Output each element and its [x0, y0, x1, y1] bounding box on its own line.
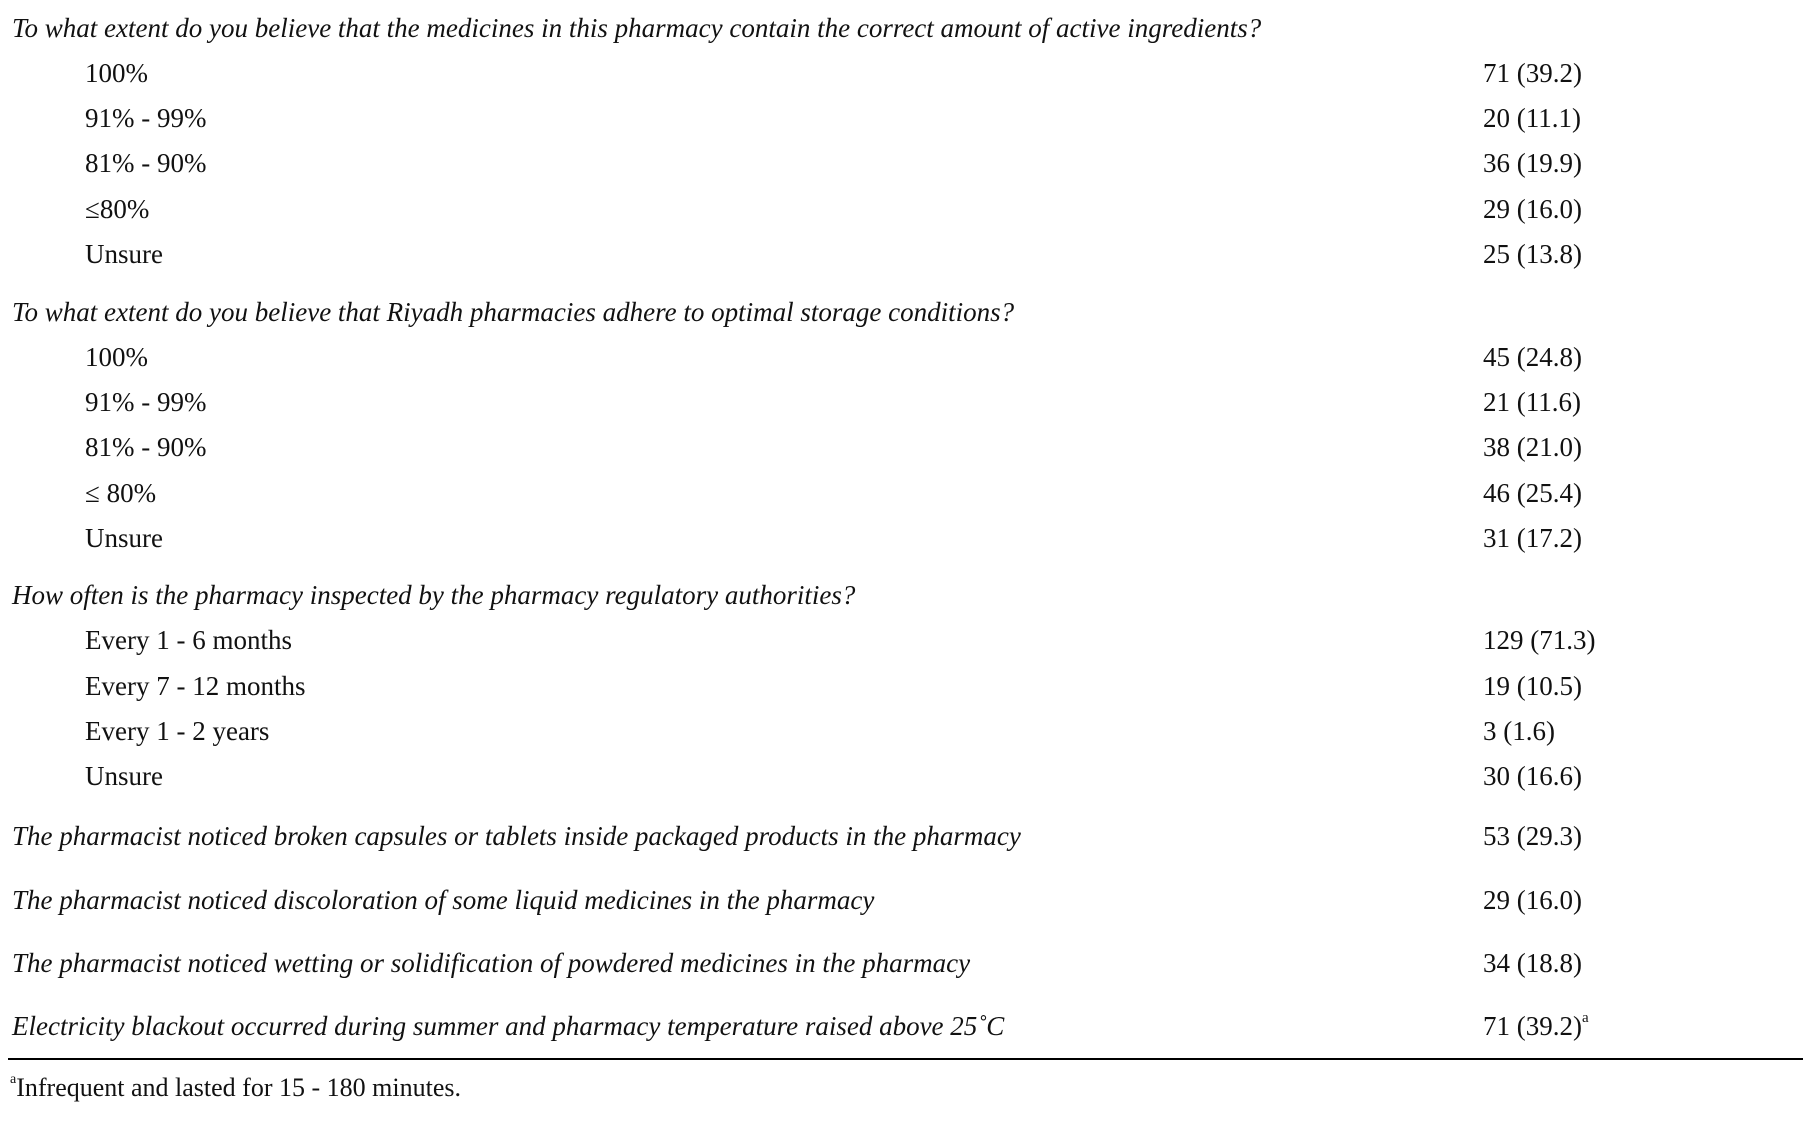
option-value: 20 (11.1)	[1483, 103, 1581, 133]
table-bottom-rule	[8, 1058, 1803, 1060]
statement-text: The pharmacist noticed discoloration of some liquid medicines in the pharmacy	[12, 885, 875, 915]
statement-row	[0, 816, 1803, 856]
table-row	[0, 337, 1803, 377]
option-value: 30 (16.6)	[1483, 761, 1582, 791]
statement-value-text: 34 (18.8)	[1483, 948, 1582, 978]
option-label: 91% - 99%	[85, 387, 207, 417]
option-label: Every 1 - 6 months	[85, 625, 292, 655]
option-value: 129 (71.3)	[1483, 625, 1596, 655]
option-label: ≤ 80%	[85, 478, 157, 508]
table-row	[0, 756, 1803, 796]
statement-value-text: 29 (16.0)	[1483, 885, 1582, 915]
table-row	[0, 143, 1803, 183]
statement-value-text: 53 (29.3)	[1483, 821, 1582, 851]
option-label: Every 7 - 12 months	[85, 671, 306, 701]
table-row	[0, 711, 1803, 751]
footnote-marker: a	[10, 1072, 17, 1088]
footnote-text: Infrequent and lasted for 15 - 180 minutes.	[16, 1073, 461, 1102]
option-label: Unsure	[85, 239, 163, 269]
table-row	[0, 620, 1803, 660]
statement-row	[0, 943, 1803, 983]
statement-value	[1483, 816, 1582, 856]
option-label: 91% - 99%	[85, 103, 207, 133]
statement-value	[1483, 943, 1582, 983]
table-row	[0, 53, 1803, 93]
question-row	[0, 292, 1803, 332]
option-label: 81% - 90%	[85, 432, 207, 462]
option-label: 81% - 90%	[85, 148, 207, 178]
statement-text: The pharmacist noticed wetting or solidification of powdered medicines in the pharmacy	[12, 948, 971, 978]
option-value: 3 (1.6)	[1483, 716, 1555, 746]
question-text: To what extent do you believe that Riyadh pharmacies adhere to optimal storage conditions?	[12, 297, 1015, 327]
table-row	[0, 518, 1803, 558]
statement-text: Electricity blackout occurred during summer and pharmacy temperature raised above 25˚C	[12, 1011, 1005, 1041]
question-row	[0, 575, 1803, 615]
question-text: To what extent do you believe that the medicines in this pharmacy contain the correct amount of active ingredients?	[12, 13, 1262, 43]
option-value: 29 (16.0)	[1483, 194, 1582, 224]
option-value: 46 (25.4)	[1483, 478, 1582, 508]
option-label: ≤80%	[85, 194, 150, 224]
option-label: Unsure	[85, 523, 163, 553]
option-label: 100%	[85, 342, 148, 372]
statement-value	[1483, 1006, 1589, 1046]
statement-value	[1483, 880, 1582, 920]
table-row	[0, 189, 1803, 229]
statement-text: The pharmacist noticed broken capsules or tablets inside packaged products in the pharmacy	[12, 821, 1021, 851]
option-label: Unsure	[85, 761, 163, 791]
question-text: How often is the pharmacy inspected by the pharmacy regulatory authorities?	[12, 580, 856, 610]
option-value: 36 (19.9)	[1483, 148, 1582, 178]
option-value: 25 (13.8)	[1483, 239, 1582, 269]
option-value: 21 (11.6)	[1483, 387, 1581, 417]
statement-row	[0, 880, 1803, 920]
table-row	[0, 382, 1803, 422]
question-row	[0, 8, 1803, 48]
table-row	[0, 234, 1803, 274]
option-value: 31 (17.2)	[1483, 523, 1582, 553]
table-row	[0, 98, 1803, 138]
table-footnote	[10, 1068, 461, 1108]
footnote-marker: a	[1581, 1010, 1589, 1026]
statement-value-text: 71 (39.2)	[1483, 1011, 1582, 1041]
option-value: 19 (10.5)	[1483, 671, 1582, 701]
statement-row	[0, 1006, 1803, 1046]
table-row	[0, 666, 1803, 706]
table-row	[0, 427, 1803, 467]
option-value: 71 (39.2)	[1483, 58, 1582, 88]
option-value: 38 (21.0)	[1483, 432, 1582, 462]
table-row	[0, 473, 1803, 513]
option-label: Every 1 - 2 years	[85, 716, 270, 746]
option-label: 100%	[85, 58, 148, 88]
option-value: 45 (24.8)	[1483, 342, 1582, 372]
